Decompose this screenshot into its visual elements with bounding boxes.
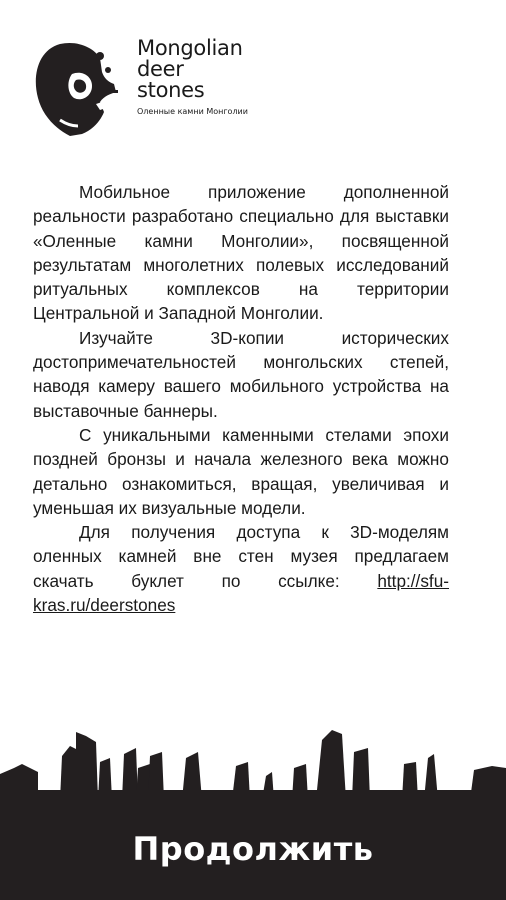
deer-stones-silhouette [0,728,506,800]
booklet-link[interactable]: http://sfu-kras.ru/deerstones [33,570,449,616]
logo-title-line1: Mongolian [137,36,243,60]
logo-title [137,38,243,101]
continue-button-label: Продолжить [132,830,374,868]
intro-paragraph-3: С уникальными каменными стелами эпохи поздней бронзы и начала железного века можно детально ознакомиться, вращая, увеличивая и уменьшая их визуальные модели. [33,424,449,518]
intro-paragraph-1: Мобильное приложение дополненной реальности разработано специально для выставки «Оленные камни Монголии», посвященной результатам многолетних полевых исследований ритуальных комплексов на территории Центральной и Западной Монголии. [33,182,449,324]
intro-paragraph-4 [33,520,449,617]
logo-title-line3: stones [137,78,205,102]
deer-stone-head-icon [30,36,130,146]
logo-subtitle: Оленные камни Монголии [137,107,248,116]
continue-button[interactable] [0,798,506,900]
intro-paragraph-2: Изучайте 3D-копии исторических достопримечательностей монгольских степей, наводя камеру вашего мобильного устройства на выставочные баннеры. [33,327,449,421]
logo-title-line2: deer [137,57,184,81]
intro-paragraph-4-text: Для получения доступа к 3D-моделям оленных камней вне стен музея предлагаем скачать буклет по ссылке: [33,522,449,591]
app-logo [30,36,270,146]
intro-text [33,180,449,617]
